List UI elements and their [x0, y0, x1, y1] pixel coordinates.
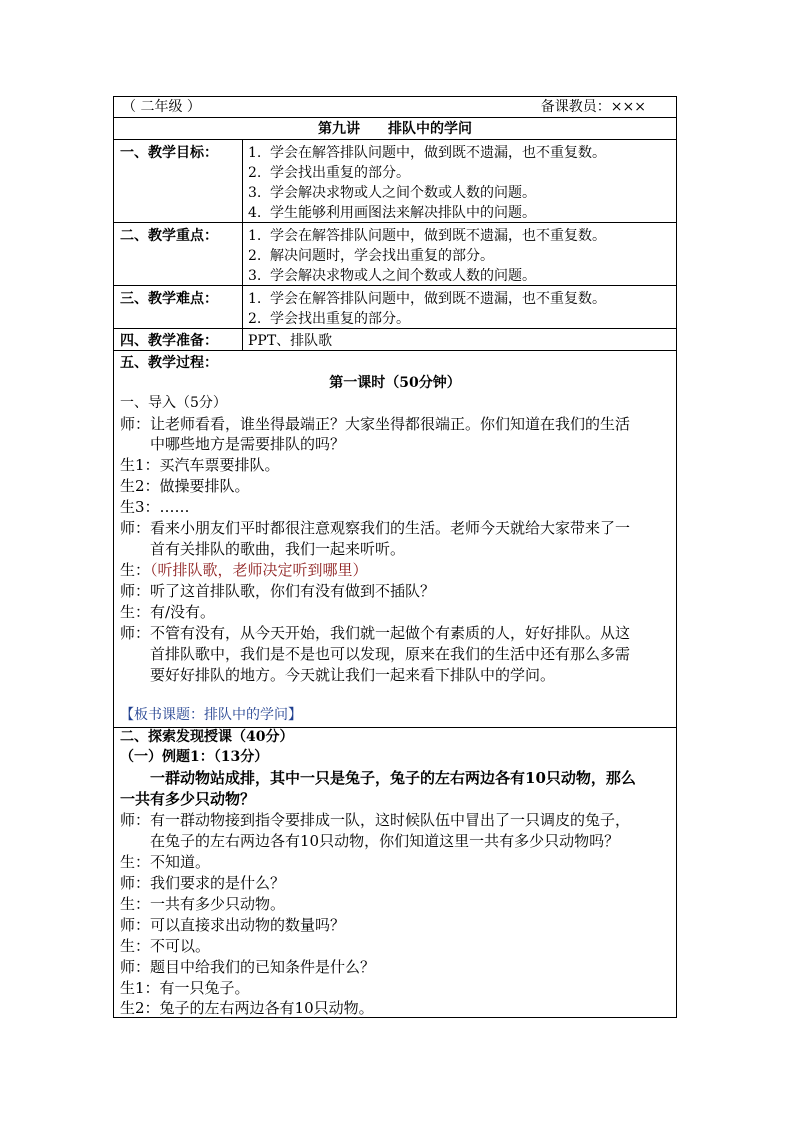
dialogue-line: 生2：兔子的左右两边各有10只动物。 — [120, 999, 374, 1017]
dialogue-line: 师：听了这首排队歌，你们有没有做到不插队？ — [120, 582, 436, 600]
teacher-label: 备课教员：××× — [540, 99, 646, 115]
dialogue-line: 生1：买汽车票要排队。 — [120, 456, 280, 474]
dialogue-line: 师：可以直接求出动物的数量吗？ — [120, 916, 346, 934]
process-section — [114, 353, 676, 1017]
dialogue-line: 生：一共有多少只动物。 — [120, 895, 286, 913]
dialogue-line: 生1：有一只兔子。 — [120, 979, 250, 997]
difficulty-item: 1. 学会在解答排队问题中，做到既不遗漏，也不重复数。 — [248, 291, 606, 307]
key-points-row — [114, 223, 676, 286]
header-row — [114, 97, 676, 118]
difficulties-row — [114, 286, 676, 329]
dialogue-line: 首有关排队的歌曲，我们一起来听听。 — [150, 540, 406, 558]
key-point-item: 2. 解决问题时，学会找出重复的部分。 — [248, 248, 494, 264]
dialogue-line: 生2：做操要排队。 — [120, 477, 250, 495]
key-point-item: 3. 学会解决求物或人之间个数或人数的问题。 — [248, 268, 536, 284]
dialogue-line: 生：（听排队歌，老师决定听到哪里） — [120, 561, 368, 579]
dialogue-line: 师：我们要求的是什么？ — [120, 874, 286, 892]
explore-heading: 二、探索发现授课（40分） — [120, 729, 294, 745]
lesson-plan-table — [113, 96, 677, 1018]
example-one-question: 一群动物站成排，其中一只是兔子，兔子的左右两边各有10只动物，那么 — [150, 769, 636, 787]
grade-label: （ 二年级 ） — [122, 99, 201, 115]
dialogue-line: 在兔子的左右两边各有10只动物，你们知道这里一共有多少只动物吗？ — [150, 832, 620, 850]
title-row — [114, 118, 676, 140]
objectives-label: 一、教学目标： — [120, 145, 218, 161]
dialogue-line: 师：题目中给我们的已知条件是什么？ — [120, 958, 376, 976]
dialogue-line: 师：看来小朋友们平时都很注意观察我们的生活。老师今天就给大家带来了一 — [120, 519, 631, 537]
objective-item: 1. 学会在解答排队问题中，做到既不遗漏，也不重复数。 — [248, 145, 606, 161]
preparation-value: PPT、排队歌 — [248, 333, 333, 349]
example-one-question: 一共有多少只动物？ — [120, 790, 256, 808]
dialogue-line: 师：不管有没有，从今天开始，我们就一起做个有素质的人，好好排队。从这 — [120, 624, 631, 642]
difficulty-item: 2. 学会找出重复的部分。 — [248, 311, 410, 327]
objective-item: 2. 学会找出重复的部分。 — [248, 165, 410, 181]
dialogue-line: 中哪些地方是需要排队的吗？ — [150, 435, 346, 453]
objective-item: 3. 学会解决求物或人之间个数或人数的问题。 — [248, 185, 536, 201]
example-one-heading: （一）例题1：（13分） — [120, 749, 269, 765]
objectives-row — [114, 140, 676, 223]
dialogue-line: 师：让老师看看，谁坐得最端正？大家坐得都很端正。你们知道在我们的生活 — [120, 415, 631, 433]
process-heading: 五、教学过程： — [120, 355, 218, 371]
lesson-one-title: 第一课时（50分钟） — [329, 375, 461, 391]
key-points-label: 二、教学重点： — [120, 228, 218, 244]
intro-heading: 一、导入（5分） — [120, 395, 227, 411]
board-title: 【板书课题：排队中的学问】 — [120, 707, 302, 723]
dialogue-line: 生：有/没有。 — [120, 603, 216, 621]
dialogue-line: 师：有一群动物接到指令要排成一队，这时候队伍中冒出了一只调皮的兔子， — [120, 811, 631, 829]
objective-item: 4. 学生能够利用画图法来解决排队中的问题。 — [248, 205, 536, 221]
key-point-item: 1. 学会在解答排队问题中，做到既不遗漏，也不重复数。 — [248, 228, 606, 244]
dialogue-line: 生3：…… — [120, 498, 190, 516]
dialogue-line: 生：不知道。 — [120, 853, 211, 871]
preparation-label: 四、教学准备： — [120, 333, 218, 349]
dialogue-line: 首排队歌中，我们是不是也可以发现，原来在我们的生活中还有那么多需 — [150, 645, 631, 663]
song-note: （听排队歌，老师决定听到哪里） — [150, 561, 368, 579]
dialogue-line: 要好好排队的地方。今天就让我们一起来看下排队中的学问。 — [150, 666, 556, 684]
difficulties-label: 三、教学难点： — [120, 291, 218, 307]
preparation-row — [114, 329, 676, 351]
lecture-title: 第九讲 排队中的学问 — [318, 121, 472, 137]
dialogue-line: 生：不可以。 — [120, 937, 211, 955]
